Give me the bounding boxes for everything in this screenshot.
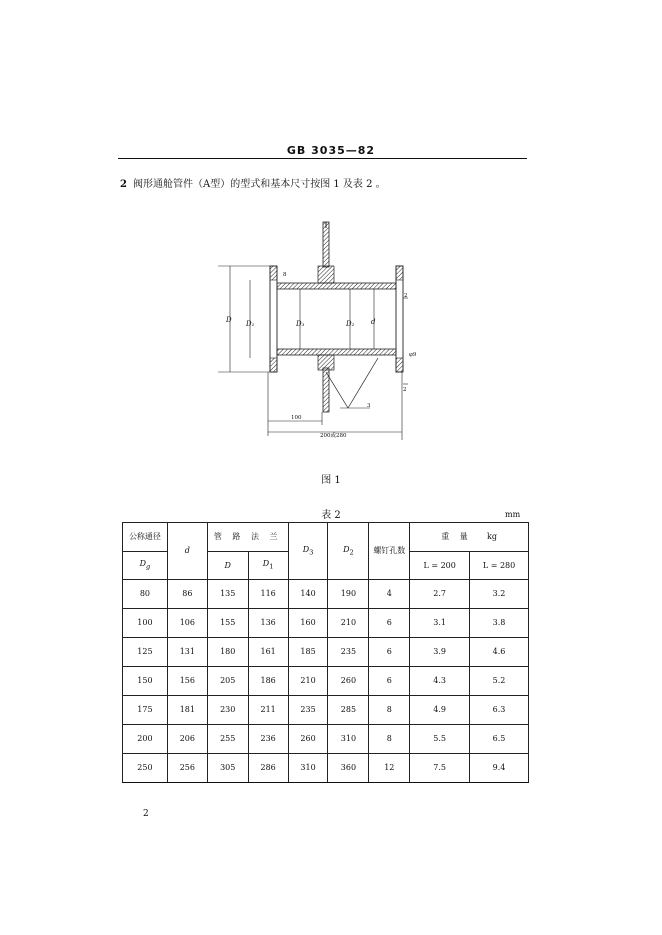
label-2-b: 2: [403, 387, 407, 393]
table-cell: 5.5: [410, 725, 470, 754]
table-cell: 250: [123, 754, 168, 783]
table-row: [123, 609, 529, 638]
table-cell: 136: [248, 609, 288, 638]
table-cell: 80: [123, 580, 168, 609]
table-cell: 100: [123, 609, 168, 638]
table-cell: 305: [207, 754, 248, 783]
fitting-drawing: [212, 220, 418, 442]
table-cell: 131: [167, 638, 207, 667]
standard-code: GB 3035—82: [286, 144, 376, 157]
table-cell: 2.7: [410, 580, 470, 609]
table-cell: 8: [369, 696, 410, 725]
table-cell: 206: [167, 725, 207, 754]
header-flange-D1: $D_1$: [248, 552, 288, 580]
table-cell: 150: [123, 667, 168, 696]
table-cell: 161: [248, 638, 288, 667]
table-row: [123, 696, 529, 725]
table-cell: 116: [248, 580, 288, 609]
label-s: 8: [283, 272, 287, 278]
table-cell: 4.6: [470, 638, 529, 667]
table-cell: 3.1: [410, 609, 470, 638]
table-cell: 106: [167, 609, 207, 638]
header-nominal: 公称通径: [123, 523, 168, 552]
table-cell: 180: [207, 638, 248, 667]
table-cell: 6: [369, 667, 410, 696]
table-cell: 200: [123, 725, 168, 754]
header-flange-D: D: [207, 552, 248, 580]
table-cell: 205: [207, 667, 248, 696]
table-cell: 7.5: [410, 754, 470, 783]
table-cell: 175: [123, 696, 168, 725]
header-nominal-symbol: $D_g$: [123, 552, 168, 580]
label-D2: D₂: [346, 320, 355, 328]
label-phi: φ9: [409, 352, 417, 358]
header-L200: L = 200: [410, 552, 470, 580]
dimensions-table: [122, 522, 529, 783]
table-cell: 160: [288, 609, 328, 638]
table-cell: 135: [207, 580, 248, 609]
table-cell: 190: [328, 580, 369, 609]
table-cell: 125: [123, 638, 168, 667]
table-cell: 285: [328, 696, 369, 725]
table-cell: 6.5: [470, 725, 529, 754]
table-cell: 155: [207, 609, 248, 638]
table-cell: 4: [369, 580, 410, 609]
label-2-a: 2: [404, 293, 408, 299]
table-row: [123, 667, 529, 696]
table-cell: 4.9: [410, 696, 470, 725]
label-D3: D₃: [296, 320, 305, 328]
table-row: [123, 725, 529, 754]
header-d: d: [167, 523, 207, 580]
flange-top-bar: [323, 222, 329, 267]
table-cell: 4.3: [410, 667, 470, 696]
table-cell: 6: [369, 638, 410, 667]
clause-number: 2: [120, 179, 127, 190]
label-length: 200或280: [320, 433, 347, 439]
label-D1: D₁: [246, 320, 255, 328]
label-D: D: [226, 316, 232, 324]
table-cell: 256: [167, 754, 207, 783]
header-D3: $D_3$: [288, 523, 328, 580]
table-row: [123, 580, 529, 609]
table-cell: 260: [328, 667, 369, 696]
table-cell: 6.3: [470, 696, 529, 725]
table-cell: 286: [248, 754, 288, 783]
header-rule: [118, 158, 527, 159]
table-cell: 235: [328, 638, 369, 667]
table-cell: 236: [248, 725, 288, 754]
table-cell: 186: [248, 667, 288, 696]
table-cell: 260: [288, 725, 328, 754]
header-weight: 重 量 kg: [410, 523, 529, 552]
page-number: 2: [143, 809, 149, 819]
header-flange: 管 路 法 兰: [207, 523, 288, 552]
table-cell: 140: [288, 580, 328, 609]
table-row: [123, 754, 529, 783]
table-cell: 211: [248, 696, 288, 725]
table-cell: 235: [288, 696, 328, 725]
pipe-body: [277, 266, 396, 370]
table-cell: 3.8: [470, 609, 529, 638]
table-cell: 255: [207, 725, 248, 754]
figure-caption: 图 1: [321, 475, 341, 486]
header-L280: L = 280: [470, 552, 529, 580]
table-cell: 3.2: [470, 580, 529, 609]
table-cell: 230: [207, 696, 248, 725]
table-row: [123, 638, 529, 667]
table-cell: 6: [369, 609, 410, 638]
clause-text: 阀形通舱管件（A型）的型式和基本尺寸按图 1 及表 2 。: [132, 179, 386, 190]
table-cell: 185: [288, 638, 328, 667]
header-D2: $D_2$: [328, 523, 369, 580]
table-cell: 156: [167, 667, 207, 696]
table-cell: 360: [328, 754, 369, 783]
label-d: d: [371, 318, 376, 326]
table-cell: 310: [328, 725, 369, 754]
table-cell: 181: [167, 696, 207, 725]
label-3: 3: [367, 403, 371, 409]
table-caption: 表 2: [321, 510, 341, 521]
table-cell: 210: [328, 609, 369, 638]
table-cell: 86: [167, 580, 207, 609]
table-cell: 5.2: [470, 667, 529, 696]
header-bolts: 螺钉孔数: [369, 523, 410, 580]
table-cell: 12: [369, 754, 410, 783]
left-flange: [270, 266, 277, 372]
table-cell: 8: [369, 725, 410, 754]
table-cell: 210: [288, 667, 328, 696]
table-cell: 310: [288, 754, 328, 783]
table-cell: 9.4: [470, 754, 529, 783]
table-cell: 3.9: [410, 638, 470, 667]
label-100: 100: [291, 415, 302, 421]
intro-paragraph: [120, 175, 386, 190]
right-flange: [396, 266, 403, 372]
table-unit: mm: [505, 510, 521, 519]
